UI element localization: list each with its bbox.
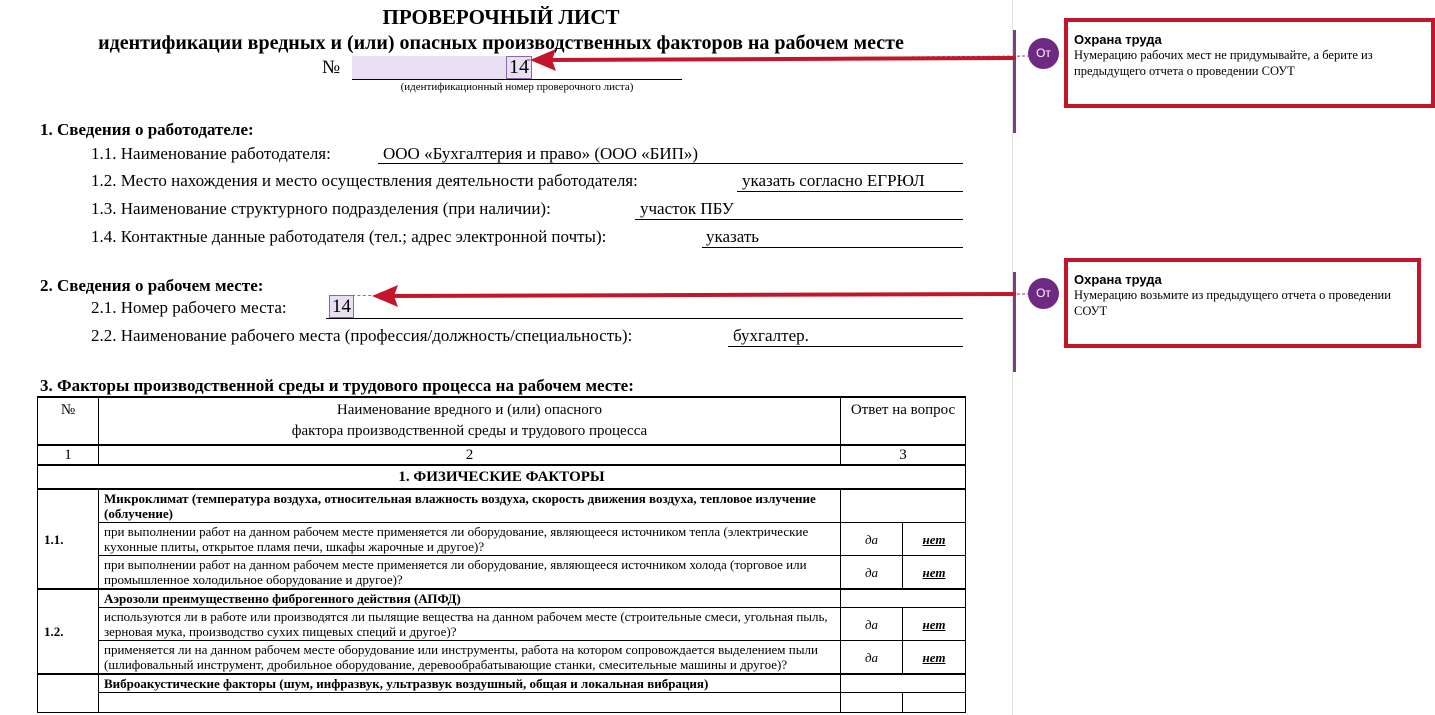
department-label: 1.3. Наименование структурного подразделения (при наличии): <box>91 199 551 218</box>
answer-no[interactable]: нет <box>903 641 966 675</box>
answer-yes[interactable]: да <box>841 608 903 641</box>
group-title: Виброакустические факторы (шум, инфразвук, ультразвук воздушный, общая и локальная вибрация) <box>99 674 841 693</box>
header-answer: Ответ на вопрос <box>841 397 966 445</box>
employer-location-label: 1.2. Место нахождения и место осуществления деятельности работодателя: <box>91 171 638 190</box>
answer-no[interactable]: нет <box>903 556 966 590</box>
answer-yes[interactable]: да <box>841 641 903 675</box>
question-text: при выполнении работ на данном рабочем месте применяется ли оборудование, являющееся источником холода (торговое или промышленное холодильное оборудование и другое)? <box>99 556 841 590</box>
section3-title: 3. Факторы производственной среды и трудового процесса на рабочем месте: <box>40 376 634 395</box>
col-number-1: 1 <box>38 445 99 465</box>
answer-yes[interactable]: да <box>841 523 903 556</box>
workplace-name-label: 2.2. Наименование рабочего места (профессия/должность/специальность): <box>91 326 633 345</box>
col-number-3: 3 <box>841 445 966 465</box>
physical-factors-title: 1. ФИЗИЧЕСКИЕ ФАКТОРЫ <box>38 465 966 489</box>
question-text: при выполнении работ на данном рабочем месте применяется ли оборудование, являющееся источником тепла (электрические кухонные плиты, открытое пламя печи, шкафы жарочные и другое)? <box>99 523 841 556</box>
group-title: Микроклимат (температура воздуха, относительная влажность воздуха, скорость движения воздуха, тепловое излучение (облучение) <box>99 489 841 523</box>
comment-avatar[interactable]: От <box>1028 278 1059 309</box>
contacts-value[interactable]: указать <box>706 227 760 246</box>
workplace-name-value[interactable]: бухгалтер. <box>733 326 809 345</box>
arrow-line-2 <box>390 294 1016 296</box>
section2-title: 2. Сведения о рабочем месте: <box>40 276 264 295</box>
comment-author: Охрана труда <box>1074 32 1162 47</box>
workplace-number-value[interactable]: 14 <box>329 295 354 318</box>
question-text: используются ли в работе или производятся ли пылящие вещества на данном рабочем месте (строительные смеси, угольная пыль, зерновая мука, производство сухих пищевых специй и другое)? <box>99 608 841 641</box>
comment-avatar[interactable]: От <box>1028 38 1059 69</box>
contacts-label: 1.4. Контактные данные работодателя (тел.; адрес электронной почты): <box>91 227 607 246</box>
header-factor-line1: Наименование вредного и (или) опасного <box>336 402 603 418</box>
employer-name-value[interactable]: ООО «Бухгалтерия и право» (ООО «БИП») <box>383 144 699 163</box>
comment-card[interactable] <box>1064 258 1421 348</box>
number-sign: № <box>322 57 341 78</box>
section1-title: 1. Сведения о работодателе: <box>40 120 254 139</box>
workplace-number-label: 2.1. Номер рабочего места: <box>91 298 287 317</box>
employer-name-label: 1.1. Наименование работодателя: <box>91 144 331 163</box>
document-subtitle: идентификации вредных и (или) опасных производственных факторов на рабочем месте <box>98 32 904 54</box>
comment-text: Нумерацию возьмите из предыдущего отчета о проведении СОУТ <box>1074 288 1391 318</box>
checklist-number-value[interactable]: 14 <box>506 56 532 79</box>
group-title: Аэрозоли преимущественно фиброгенного действия (АПФД) <box>99 589 841 608</box>
header-factor-line2: фактора производственной среды и трудового процесса <box>291 423 648 439</box>
col-number-2: 2 <box>99 445 841 465</box>
answer-no[interactable]: нет <box>903 523 966 556</box>
comment-text: Нумерацию рабочих мест не придумывайте, а берите из предыдущего отчета о проведении СОУТ <box>1074 48 1373 78</box>
arrow-line-1 <box>548 58 1016 60</box>
document-title: ПРОВЕРОЧНЫЙ ЛИСТ <box>382 5 620 29</box>
comment-author: Охрана труда <box>1074 272 1162 287</box>
answer-no[interactable]: нет <box>903 608 966 641</box>
question-text: применяется ли на данном рабочем месте оборудование или инструменты, работа на котором сопровождается выделением пыли (шлифовальный инструмент, дробильное оборудование, деревообрабатывающие станки, смесительные машины и другое)? <box>99 641 841 675</box>
group-id: 1.1. <box>38 489 99 589</box>
employer-location-value[interactable]: указать согласно ЕГРЮЛ <box>742 171 925 190</box>
group-id: 1.2. <box>38 589 99 674</box>
comment-card[interactable] <box>1064 18 1435 108</box>
answer-yes[interactable]: да <box>841 556 903 590</box>
header-number: № <box>38 397 99 445</box>
number-caption: (идентификационный номер проверочного листа) <box>400 81 634 93</box>
department-value[interactable]: участок ПБУ <box>640 199 734 218</box>
